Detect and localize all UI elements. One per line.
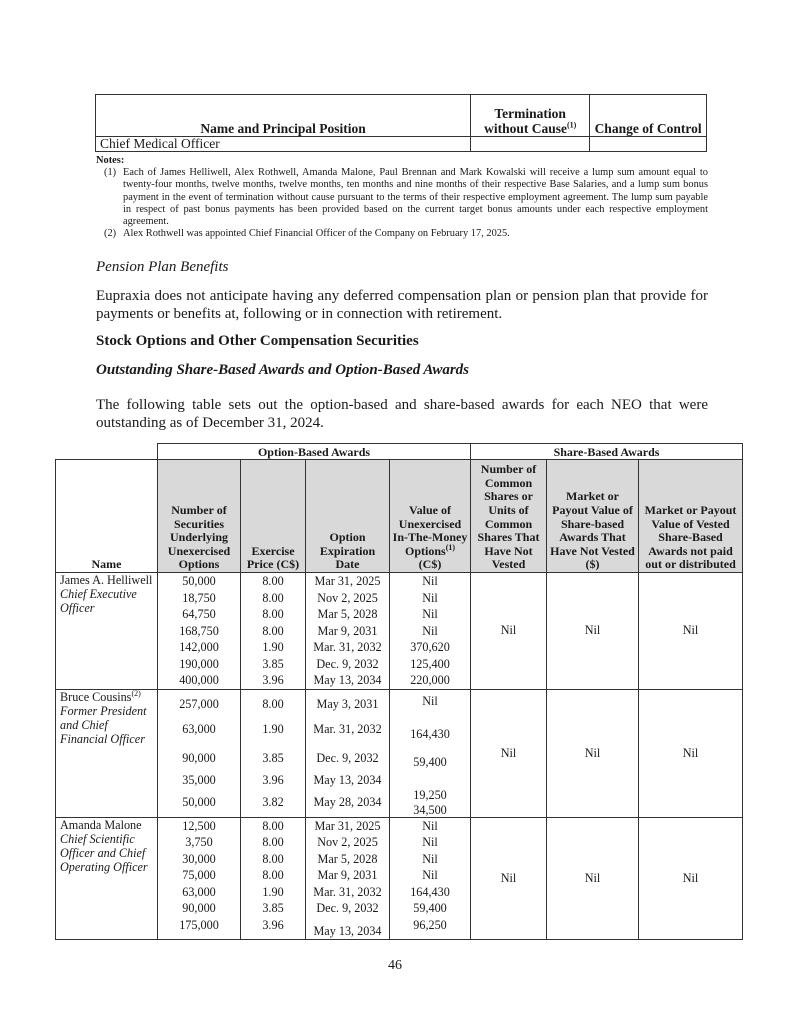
table-row xyxy=(56,689,743,817)
cell-name xyxy=(56,573,158,690)
option-value: 19,250 xyxy=(413,787,447,802)
cell-expirations xyxy=(306,573,390,690)
cell-change-of-control xyxy=(590,137,707,152)
expiration-date: May 13, 2034 xyxy=(313,923,382,938)
cell-name-position: Chief Medical Officer xyxy=(96,137,471,152)
option-value: 370,620 xyxy=(410,640,450,654)
column-header-row xyxy=(56,460,743,573)
option-count: 12,500 xyxy=(182,818,216,833)
expiration-date: Dec. 9, 2032 xyxy=(316,901,379,915)
option-value: 59,400 xyxy=(413,901,447,915)
expiration-date: Nov 2, 2025 xyxy=(317,590,378,605)
option-count: 50,000 xyxy=(182,794,216,809)
exercise-price: 3.85 xyxy=(262,750,284,765)
option-count: 3,750 xyxy=(185,835,213,849)
expiration-date: May 28, 2034 xyxy=(313,794,382,809)
option-value: 59,400 xyxy=(413,754,447,769)
col-header-name: Name xyxy=(56,460,158,573)
cell-options xyxy=(158,689,241,817)
exercise-price: 8.00 xyxy=(262,590,284,605)
option-value: Nil xyxy=(422,835,438,849)
option-count: 168,750 xyxy=(179,623,219,638)
exercise-price: 8.00 xyxy=(262,835,284,849)
option-value: Nil xyxy=(422,574,438,588)
exercise-price: 8.00 xyxy=(262,607,284,621)
col-header-market-vested: Market or Payout Value of Vested Share-Based Awards not paid out or distributed xyxy=(639,460,743,573)
table-row xyxy=(56,817,743,940)
neo-role: Chief Scientific Officer and Chief Operating Officer xyxy=(60,831,148,874)
cell-options xyxy=(158,573,241,690)
expiration-date: Mar 5, 2028 xyxy=(317,851,378,866)
col-header-change-of-control: Change of Control xyxy=(590,95,707,137)
notes xyxy=(96,155,708,240)
option-count: 18,750 xyxy=(182,590,216,605)
exercise-price: 8.00 xyxy=(262,818,284,833)
expiration-date: May 3, 2031 xyxy=(316,696,379,711)
col-header-market-not-vested: Market or Payout Value of Share-based Awards That Have Not Vested ($) xyxy=(547,460,639,573)
awards-subheading: Outstanding Share-Based Awards and Option-Based Awards xyxy=(96,362,470,378)
neo-role: Former President and Chief Financial Officer xyxy=(60,703,147,746)
cell-values xyxy=(390,573,471,690)
cell-market-vested: Nil xyxy=(639,689,743,817)
neo-name: Bruce Cousins xyxy=(60,689,132,704)
option-count: 90,000 xyxy=(182,750,216,765)
option-value: Nil xyxy=(422,868,438,882)
option-value: 220,000 xyxy=(410,673,450,687)
termination-table-header xyxy=(96,95,707,137)
group-header-option-based: Option-Based Awards xyxy=(158,444,471,460)
exercise-price: 8.00 xyxy=(262,574,284,588)
col-header-value: Value of Unexercised In-The-Money Options$^{(1)}$ (C$) xyxy=(390,460,471,573)
awards-intro: The following table sets out the option-based and share-based awards for each NEO that were outstanding as of December 31, 2024. xyxy=(96,397,708,431)
note-text: Each of James Helliwell, Alex Rothwell, Amanda Malone, Paul Brennan and Mark Kowalski will receive a lump sum amount equal to twenty-four months, twelve months, twelve months, ten months and nine months of their respective Base Salaries, and a lump sum bonus payment in the event of termination without cause pursuant to the terms of their respective employment agreement. The lump sum payable in respect of past bonus payments has been provided based on the current target bonus amounts under each respective employment agreement. xyxy=(123,167,708,228)
option-count: 75,000 xyxy=(182,868,216,882)
exercise-price: 3.96 xyxy=(262,917,284,932)
termination-table xyxy=(95,94,707,152)
cell-values xyxy=(390,817,471,940)
option-count: 257,000 xyxy=(179,696,219,711)
exercise-price: 8.00 xyxy=(262,696,284,711)
cell-shares-not-vested: Nil xyxy=(471,689,547,817)
cell-termination xyxy=(471,137,590,152)
note-text: Alex Rothwell was appointed Chief Financial Officer of the Company on February 17, 2025. xyxy=(123,228,510,240)
cell-shares-not-vested: Nil xyxy=(471,573,547,690)
cell-market-vested: Nil xyxy=(639,573,743,690)
exercise-price: 3.85 xyxy=(262,656,284,671)
table-row xyxy=(96,137,707,152)
cell-prices xyxy=(241,817,306,940)
expiration-date: Dec. 9, 2032 xyxy=(316,750,379,765)
cell-options xyxy=(158,817,241,940)
group-header-share-based: Share-Based Awards xyxy=(471,444,743,460)
option-count: 142,000 xyxy=(179,640,219,654)
option-count: 35,000 xyxy=(182,772,216,787)
pension-heading: Pension Plan Benefits xyxy=(96,259,229,275)
cell-name xyxy=(56,689,158,817)
stock-options-heading: Stock Options and Other Compensation Securities xyxy=(96,333,419,349)
blank-corner xyxy=(56,444,158,460)
note-item xyxy=(96,167,708,228)
neo-name-note: (2) xyxy=(131,688,141,698)
neo-name: Amanda Malone xyxy=(60,817,142,832)
exercise-price: 1.90 xyxy=(262,721,284,736)
cell-market-not-vested: Nil xyxy=(547,573,639,690)
exercise-price: 8.00 xyxy=(262,623,284,638)
expiration-date: May 13, 2034 xyxy=(313,772,382,787)
expiration-date: Mar 9, 2031 xyxy=(317,868,378,882)
cell-market-vested: Nil xyxy=(639,817,743,940)
col-header-exercise-price: Exercise Price (C$) xyxy=(241,460,306,573)
option-count: 30,000 xyxy=(182,851,216,866)
cell-market-not-vested: Nil xyxy=(547,817,639,940)
exercise-price: 1.90 xyxy=(262,640,284,654)
exercise-price: 3.96 xyxy=(262,673,284,687)
option-value: Nil xyxy=(422,693,438,708)
option-value: Nil xyxy=(422,623,438,638)
expiration-date: Mar. 31, 2032 xyxy=(313,640,382,654)
cell-values xyxy=(390,689,471,817)
group-header-row xyxy=(56,444,743,460)
option-value: 125,400 xyxy=(410,656,450,671)
expiration-date: Mar 5, 2028 xyxy=(317,607,378,621)
table-row xyxy=(56,573,743,690)
exercise-price: 8.00 xyxy=(262,868,284,882)
cell-shares-not-vested: Nil xyxy=(471,817,547,940)
note-number: (2) xyxy=(104,228,117,240)
exercise-price: 8.00 xyxy=(262,851,284,866)
option-value: 164,430 xyxy=(410,884,450,899)
option-value: Nil xyxy=(422,818,438,833)
expiration-date: Mar. 31, 2032 xyxy=(313,884,382,899)
neo-role: Chief Executive Officer xyxy=(60,587,137,615)
option-value: Nil xyxy=(422,607,438,621)
option-count: 63,000 xyxy=(182,884,216,899)
option-count: 175,000 xyxy=(179,917,219,932)
expiration-date: Mar 31, 2025 xyxy=(314,818,381,833)
option-value: 34,500 xyxy=(413,802,447,817)
option-count: 90,000 xyxy=(182,901,216,915)
cell-expirations xyxy=(306,817,390,940)
col-header-shares-not-vested: Number of Common Shares or Units of Common Shares That Have Not Vested xyxy=(471,460,547,573)
expiration-date: Nov 2, 2025 xyxy=(317,835,378,849)
note-number: (1) xyxy=(104,167,117,179)
awards-table xyxy=(55,443,743,940)
option-value: Nil xyxy=(422,590,438,605)
expiration-date: Mar 9, 2031 xyxy=(317,623,378,638)
neo-name: James A. Helliwell xyxy=(60,573,153,587)
col-header-termination: Termination without Cause$^{(1)}$ xyxy=(471,95,590,137)
col-header-name-position: Name and Principal Position xyxy=(96,95,471,137)
pension-body: Eupraxia does not anticipate having any deferred compensation plan or pension plan that provide for payments or benefits at, following or in connection with retirement. xyxy=(96,288,708,322)
exercise-price: 3.82 xyxy=(262,794,284,809)
expiration-date: Dec. 9, 2032 xyxy=(316,656,379,671)
option-count: 400,000 xyxy=(179,673,219,687)
exercise-price: 3.96 xyxy=(262,772,284,787)
option-value: Nil xyxy=(422,851,438,866)
option-value: 96,250 xyxy=(413,917,447,932)
cell-name xyxy=(56,817,158,940)
cell-market-not-vested: Nil xyxy=(547,689,639,817)
option-count: 64,750 xyxy=(182,607,216,621)
exercise-price: 3.85 xyxy=(262,901,284,915)
notes-label: Notes: xyxy=(96,155,125,166)
expiration-date: Mar 31, 2025 xyxy=(314,574,381,588)
col-header-expiration: Option Expiration Date xyxy=(306,460,390,573)
expiration-date: May 13, 2034 xyxy=(313,673,382,687)
col-header-num-securities: Number of Securities Underlying Unexercised Options xyxy=(158,460,241,573)
cell-prices xyxy=(241,689,306,817)
option-count: 50,000 xyxy=(182,574,216,588)
cell-prices xyxy=(241,573,306,690)
exercise-price: 1.90 xyxy=(262,884,284,899)
page-number: 46 xyxy=(388,958,402,973)
option-count: 63,000 xyxy=(182,721,216,736)
expiration-date: Mar. 31, 2032 xyxy=(313,721,382,736)
option-count: 190,000 xyxy=(179,656,219,671)
cell-expirations xyxy=(306,689,390,817)
note-item xyxy=(96,228,708,240)
option-value: 164,430 xyxy=(410,726,450,741)
